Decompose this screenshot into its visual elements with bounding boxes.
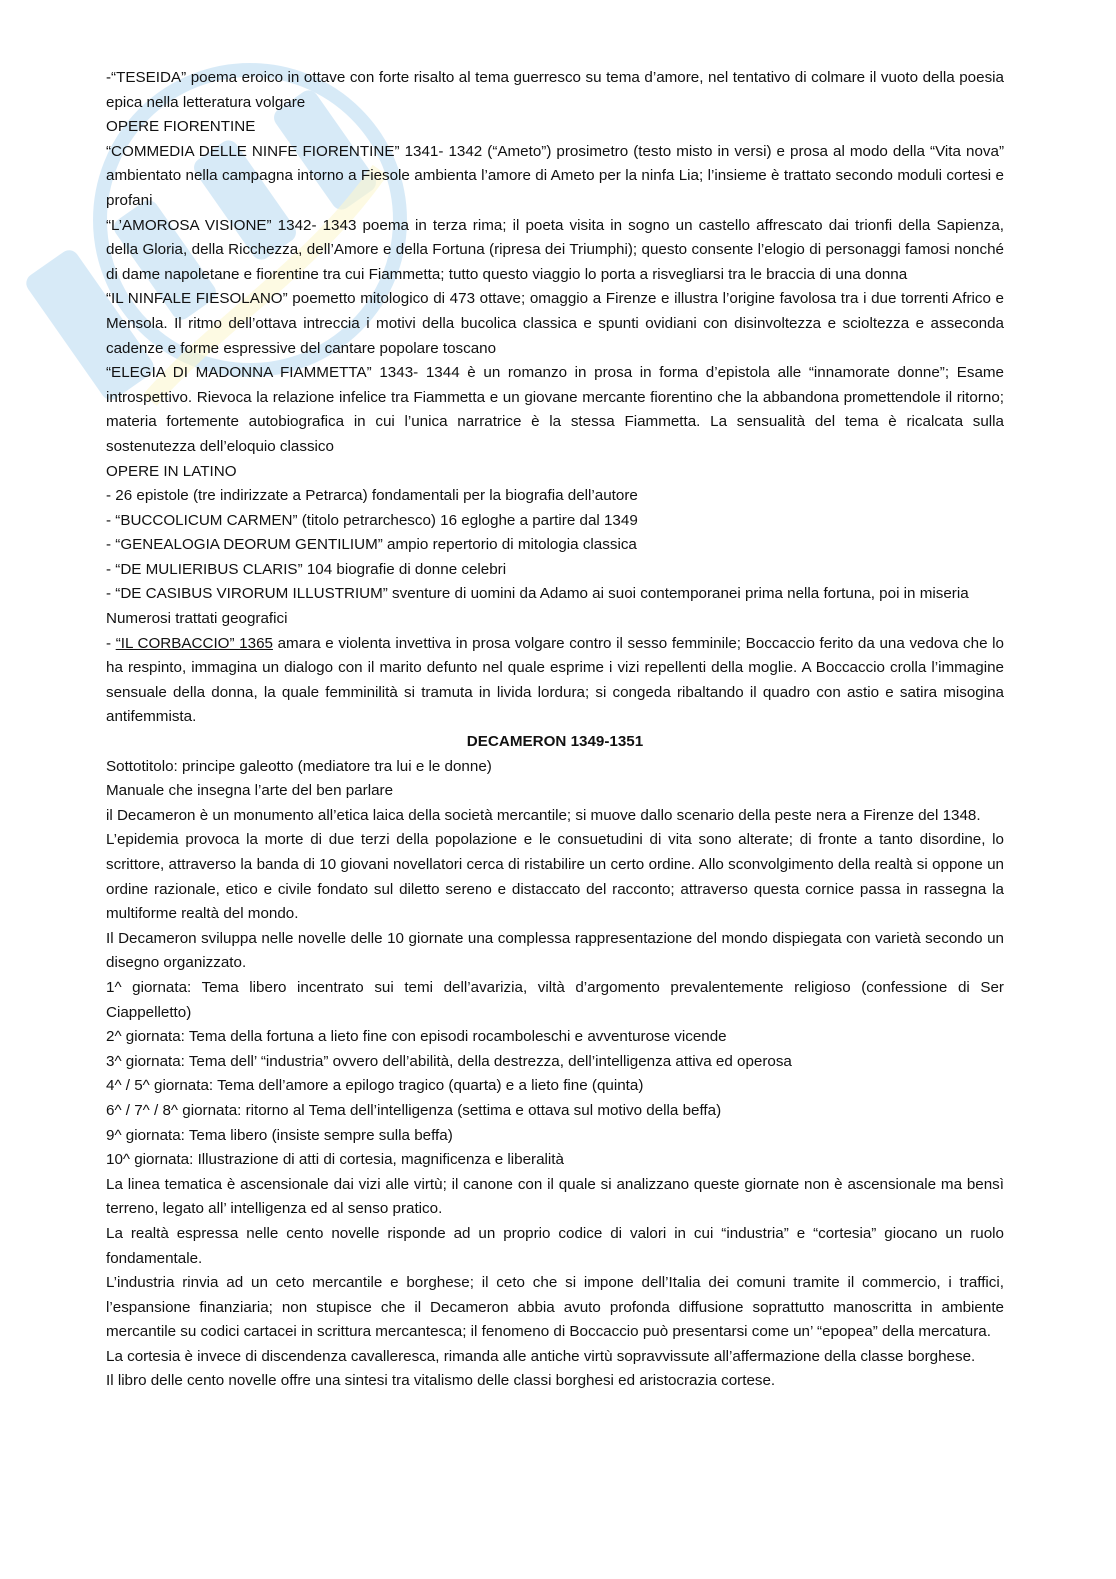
paragraph: - “GENEALOGIA DEORUM GENTILIUM” ampio repertorio di mitologia classica bbox=[106, 536, 637, 554]
paragraph: La linea tematica è ascensionale dai vizi alle virtù; il canone con il quale si analizzano queste giornate non è ascensionale ma bensì terreno, legato all’ intelligenza ed al senso pratico. bbox=[106, 1175, 1004, 1218]
paragraph: OPERE IN LATINO bbox=[106, 462, 237, 480]
paragraph: il Decameron è un monumento all’etica laica della società mercantile; si muove dallo scenario della peste nera a Firenze del 1348. bbox=[106, 806, 981, 824]
text-rest: amara e violenta invettiva in prosa volgare contro il sesso femminile; Boccaccio ferito da una vedova che lo ha respinto, immagina un dialogo con il marito defunto nel quale esprime i vizi repellenti della moglie. A Boccaccio crolla l’immagine sensuale della donna, la quale femminilità si tramuta in livida lordura; si congeda ribaltando il quadro con astio e satira misogina antifemmista. bbox=[106, 634, 1005, 726]
paragraph: Il Decameron sviluppa nelle novelle delle 10 giornate una complessa rappresentazione del mondo dispiegata con varietà secondo un disegno organizzato. bbox=[106, 929, 1004, 972]
paragraph: OPERE FIORENTINE bbox=[106, 118, 256, 136]
underlined-title: “IL CORBACCIO” 1365 bbox=[115, 634, 273, 652]
text-prefix: - bbox=[106, 634, 116, 652]
paragraph: La realtà espressa nelle cento novelle risponde ad un proprio codice di valori in cui “industria” e “cortesia” giocano un ruolo fondamentale. bbox=[106, 1224, 1004, 1267]
paragraph: - 26 epistole (tre indirizzate a Petrarca) fondamentali per la biografia dell’autore bbox=[106, 487, 638, 505]
paragraph: Manuale che insegna l’arte del ben parlare bbox=[106, 782, 394, 800]
paragraph: 3^ giornata: Tema dell’ “industria” ovvero dell’abilità, della destrezza, dell’intelligenza attiva ed operosa bbox=[106, 1052, 792, 1070]
paragraph: 1^ giornata: Tema libero incentrato sui temi dell’avarizia, viltà d’argomento prevalentemente religioso (confessione di Ser Ciappelletto) bbox=[106, 978, 1004, 1021]
paragraph: L’industria rinvia ad un ceto mercantile e borghese; il ceto che si impone dell’Italia dei comuni tramite il commercio, i traffici, l’espansione finanziaria; non stupisce che il Decameron abbia avuto profonda diffusione soprattutto manoscritta in ambiente mercantile su codici cartacei in scrittura mercantesca; il fenomeno di Boccaccio può presentarsi come un’ “epopea” della mercatura. bbox=[106, 1274, 1004, 1341]
paragraph: “IL NINFALE FIESOLANO” poemetto mitologico di 473 ottave; omaggio a Firenze e illustra l’origine favolosa tra i due torrenti Africo e Mensola. Il ritmo dell’ottava intreccia i motivi della bucolica classica e spunti ovidiani con disinvoltezza e scioltezza e asseconda cadenze e forme espressive del cantare popolare toscano bbox=[106, 290, 1004, 357]
paragraph: La cortesia è invece di discendenza cavalleresca, rimanda alle antiche virtù sopravvissute all’affermazione della classe borghese. bbox=[106, 1347, 976, 1365]
paragraph: -“TESEIDA” poema eroico in ottave con forte risalto al tema guerresco su tema d’amore, nel tentativo di colmare il vuoto della poesia epica nella letteratura volgare bbox=[106, 69, 1004, 111]
paragraph: 9^ giornata: Tema libero (insiste sempre sulla beffa) bbox=[106, 1126, 453, 1144]
paragraph: “COMMEDIA DELLE NINFE FIORENTINE” 1341- 1342 (“Ameto”) prosimetro (testo misto in versi) e prosa al modo della “Vita nova” ambientato nella campagna intorno a Fiesole ambienta l’amore di Ameto per la ninfa Lia; l’insieme è trattato secondo moduli cortesi e profani bbox=[106, 142, 1004, 209]
paragraph: “L’AMOROSA VISIONE” 1342- 1343 poema in terza rima; il poeta visita in sogno un castello affrescato dai trionfi della Sapienza, della Gloria, della Ricchezza, dell’Amore e della Fortuna (ripresa dei Triumphi); questo consente l’elogio di personaggi famosi nonché di dame napoletane e fiorentine tra cui Fiammetta; tutto questo viaggio lo porta a risvegliarsi tra le braccia di una donna bbox=[106, 216, 1004, 283]
paragraph: 4^ / 5^ giornata: Tema dell’amore a epilogo tragico (quarta) e a lieto fine (quinta) bbox=[106, 1077, 644, 1095]
paragraph: Il libro delle cento novelle offre una sintesi tra vitalismo delle classi borghesi ed aristocrazia cortese. bbox=[106, 1372, 776, 1390]
section-heading: DECAMERON 1349-1351 bbox=[466, 733, 644, 751]
paragraph: 6^ / 7^ / 8^ giornata: ritorno al Tema dell’intelligenza (settima e ottava sul motivo della beffa) bbox=[106, 1101, 722, 1119]
document-body bbox=[106, 66, 1004, 1394]
paragraph: “ELEGIA DI MADONNA FIAMMETTA” 1343- 1344 è un romanzo in prosa in forma d’epistola alle “innamorate donne”; Esame introspettivo. Rievoca la relazione infelice tra Fiammetta e un giovane mercante fiorentino che la abbandona promettendole il ritorno; materia fortemente autobiografica in cui l’unica narratrice è la stessa Fiammetta. La sensualità del tema è ricalcata sulla sostenutezza dell’eloquio classico bbox=[106, 364, 1004, 455]
paragraph: Sottotitolo: principe galeotto (mediatore tra lui e le donne) bbox=[106, 757, 492, 775]
paragraph: 10^ giornata: Illustrazione di atti di cortesia, magnificenza e liberalità bbox=[106, 1151, 564, 1169]
paragraph: 2^ giornata: Tema della fortuna a lieto fine con episodi rocamboleschi e avventurose vicende bbox=[106, 1028, 727, 1046]
paragraph: - “DE CASIBUS VIRORUM ILLUSTRIUM” sventure di uomini da Adamo ai suoi contemporanei prima nella fortuna, poi in miseria bbox=[106, 585, 969, 603]
paragraph: - “DE MULIERIBUS CLARIS” 104 biografie di donne celebri bbox=[106, 560, 507, 578]
paragraph: Numerosi trattati geografici bbox=[106, 610, 288, 628]
paragraph: - “BUCCOLICUM CARMEN” (titolo petrarchesco) 16 egloghe a partire dal 1349 bbox=[106, 511, 638, 529]
paragraph: L’epidemia provoca la morte di due terzi della popolazione e le consuetudini di vita sono alterate; di fronte a tanto disordine, lo scrittore, attraverso la banda di 10 giovani novellatori cerca di ristabilire un certo ordine. Allo sconvolgimento della realtà si oppone un ordine razionale, etico e civile fondato sul diletto sereno e distaccato del racconto; attraverso questa cornice passa in rassegna la multiforme realtà del mondo. bbox=[106, 831, 1004, 923]
paragraph bbox=[106, 632, 1004, 730]
